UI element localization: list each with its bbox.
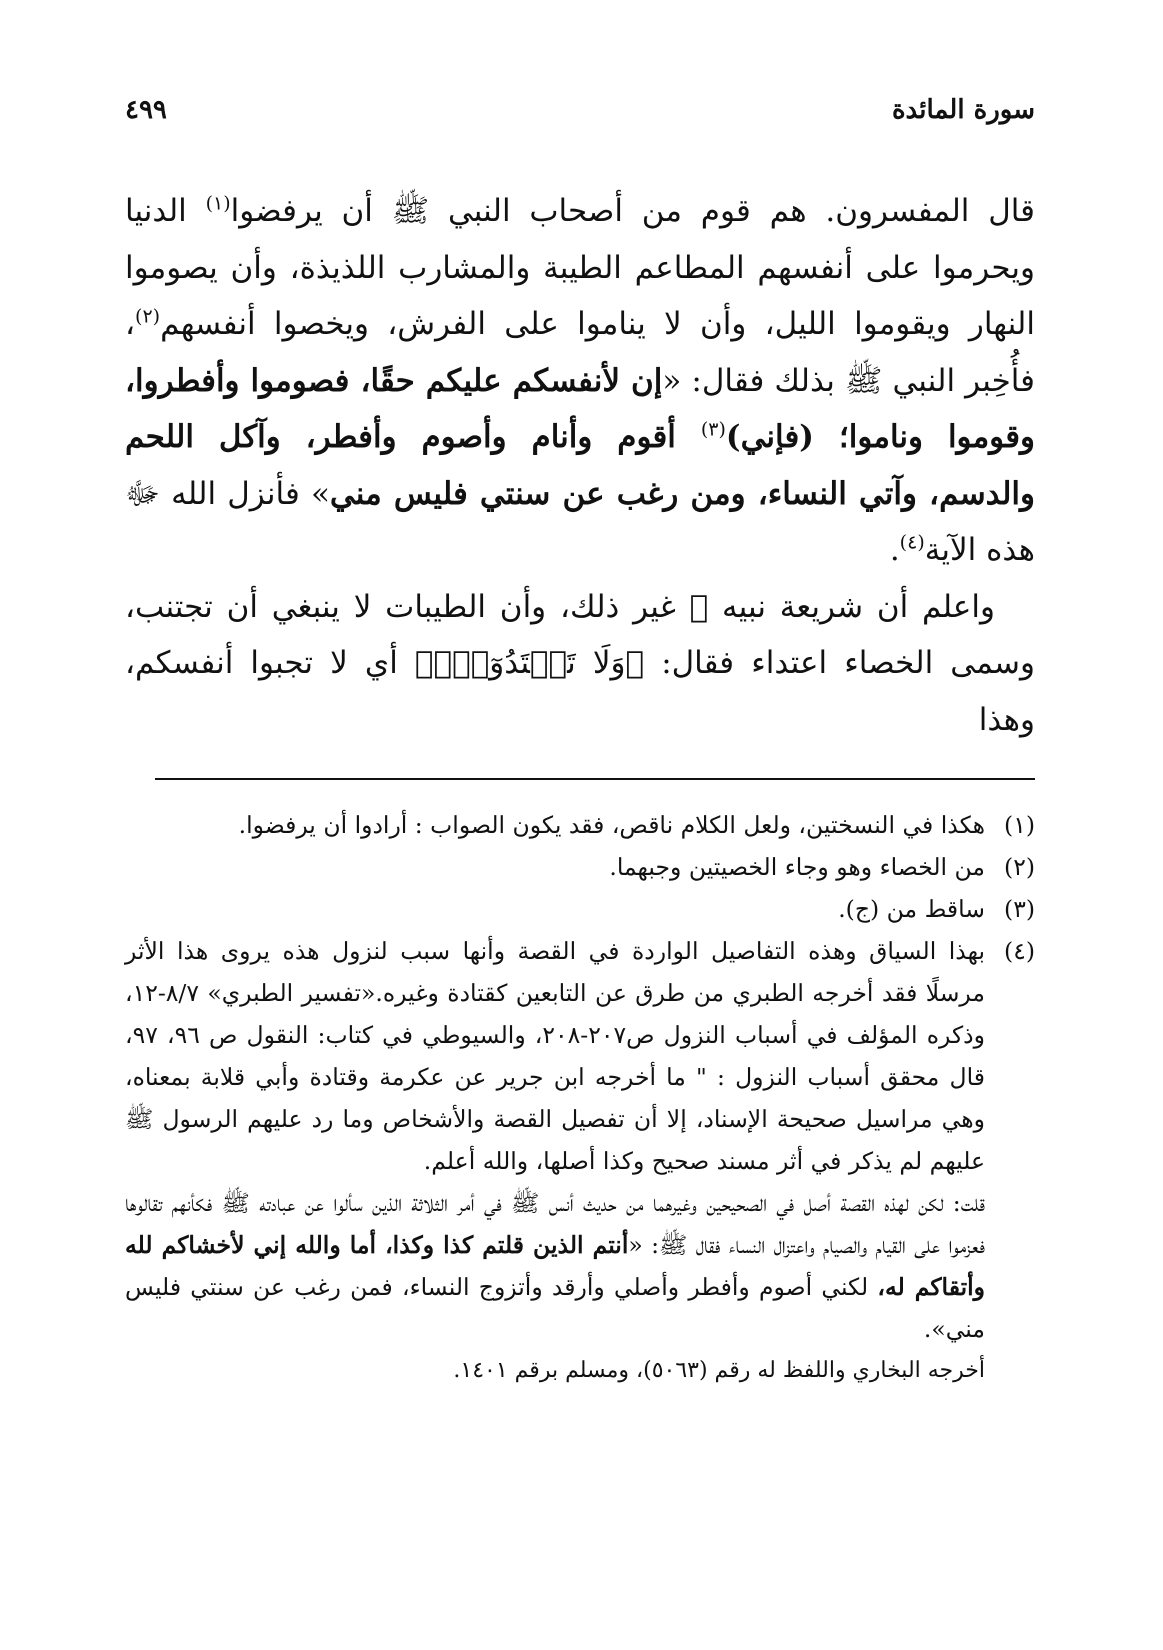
footnote-4-paragraph-3: أخرجه البخاري واللفظ له رقم (٥٠٦٣)، ومسلم برقم ١٤٠١. [453,1358,985,1383]
footnotes [125,804,1035,1392]
text-segment: الدنيا ويحرموا على أنفسهم المطاعم الطيبة والمشارب اللذيذة، وأن يصوموا النهار ويقوموا الليل، وأن لا يناموا على الفرش، ويخصوا أنفسهم [125,193,1035,342]
main-paragraph-1 [125,183,1035,579]
running-title: سورة المائدة [891,95,1035,125]
text-segment: قال المفسرون. هم قوم من أصحاب النبي ﷺ أن يرفضوا [230,193,1035,229]
footnote-number: (٢) [1004,853,1035,881]
text-segment: قلت: لكن لهذه القصة أصل في الصحيحين وغيرهما من حديث أنس ﷺ في أمر الثلاثة الذين سألوا عن عبادته ﷺ فكأنهم تقالوها فعزموا على القيام والصيام واعتزال النساء فقال ﷺ: « [125,1189,985,1259]
footnote-number: (١) [1004,811,1035,839]
footnote-number: (٤) [1004,937,1035,965]
footnote-text [125,930,985,1392]
footnote-ref-4: (٤) [899,531,925,554]
footnote-number: (٣) [1004,895,1035,923]
footnote-4 [125,930,1035,1392]
page-number: ٤٩٩ [125,95,167,125]
main-text [125,183,1035,748]
footnote-ref-3: (٣) [700,418,726,441]
footnote-4-paragraph-2 [125,1182,985,1350]
footnote-3 [125,888,1035,930]
page-header [125,95,1035,165]
text-segment: لكني أصوم وأفطر وأصلي وأرقد وأتزوج النساء، فمن رغب عن سنتي فليس مني». [125,1273,985,1343]
footnote-2 [125,846,1035,888]
hadith-quote: أنتم الذين قلتم كذا وكذا، أما والله إني لأخشاكم لله وأتقاكم له، [125,1231,986,1301]
footnote-ref-1: (١) [205,192,231,215]
footnote-4-paragraph-1: بهذا السياق وهذه التفاصيل الواردة في القصة وأنها سبب لنزول هذه يروى هذا الأثر مرسلًا فقد أخرجه الطبري من طرق عن التابعين كقتادة وغيره.«تفسير الطبري» ٨/٧-١٢، وذكره المؤلف في أسباب النزول ص٢٠٧-٢٠٨، والسيوطي في كتاب: النقول ص ٩٦، ٩٧، قال محقق أسباب النزول : " ما أخرجه ابن جرير عن عكرمة وقتادة وأبي قلابة بمعناه، وهي مراسيل صحيحة الإسناد، إلا أن تفصيل القصة والأشخاص وما رد عليهم الرسول ﷺ عليهم لم يذكر في أثر مسند صحيح وكذا أصلها، والله أعلم. [125,937,985,1175]
text-segment: ، فأُخِبر النبي ﷺ بذلك فقال: « [125,306,1035,399]
footnote-text: ساقط من (ج). [838,895,985,923]
text-segment: . [889,532,900,568]
hadith-quote: أقوم وأنام وأصوم وأفطر، وآكل اللحم والدسم، وآتي النساء، ومن رغب عن سنتي فليس مني [125,419,1035,512]
footnote-text: هكذا في النسختين، ولعل الكلام ناقص، فقد يكون الصواب : أرادوا أن يرفضوا. [238,811,985,839]
footnote-ref-2: (٢) [135,305,161,328]
hadith-quote: إن لأنفسكم عليكم حقًا، فصوموا وأفطروا، وقوموا وناموا؛ (فإني) [125,362,1035,455]
footnote-1 [125,804,1035,846]
footnote-text: من الخصاء وهو وجاء الخصيتين وجبهما. [609,853,985,881]
text-segment: » فأنزل الله ﷻ هذه الآية [125,475,1035,568]
main-paragraph-2: واعلم أن شريعة نبيه ﷺ غير ذلك، وأن الطيبات لا ينبغي أن تجتنب، وسمى الخصاء اعتداء فقال: ﴿وَلَا تَعۡتَدُوٓاْۚ﴾ أي لا تجبوا أنفسكم، وهذا [125,588,1035,738]
page [125,95,1035,1392]
footnote-divider [155,778,1035,780]
